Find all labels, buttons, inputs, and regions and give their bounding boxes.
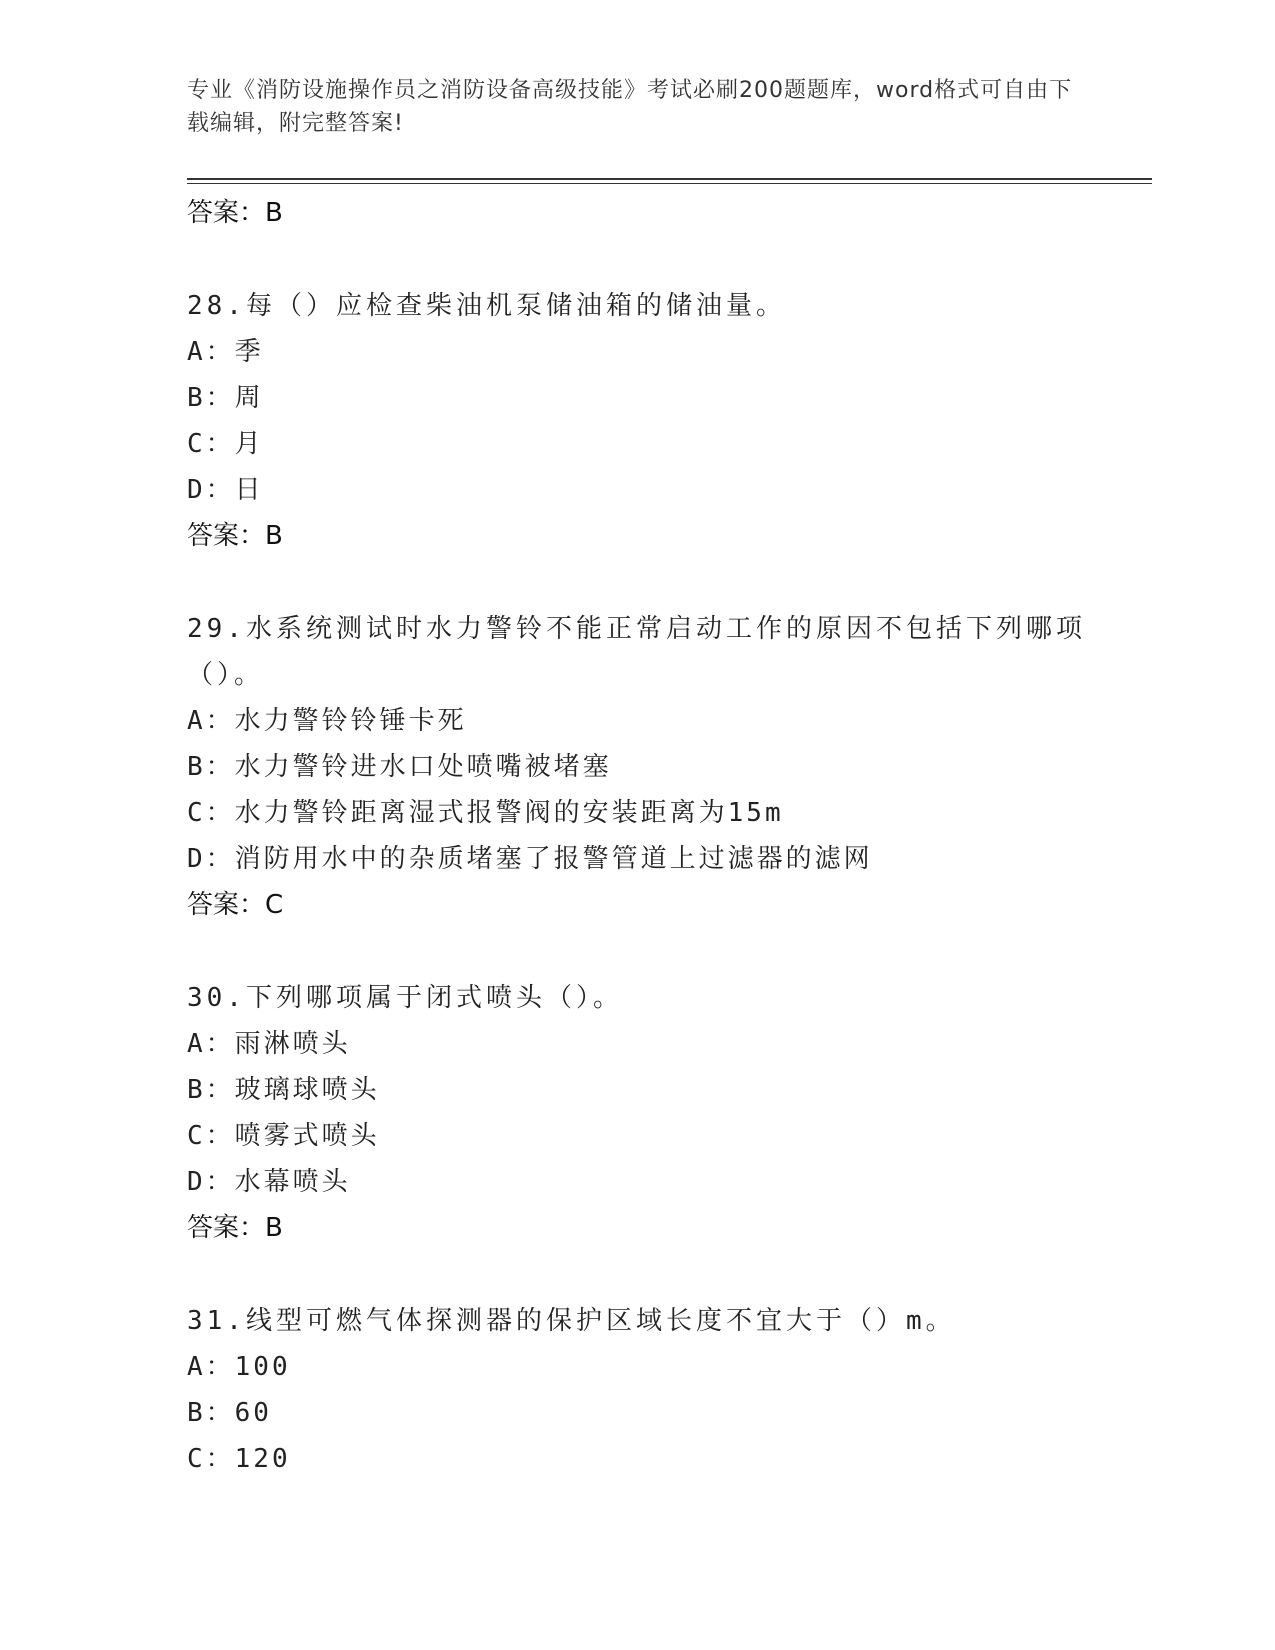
option-a: A：100 <box>187 1352 291 1382</box>
question-text: 30.下列哪项属于闭式喷头（）。 <box>187 983 623 1013</box>
question-text: 31.线型可燃气体探测器的保护区域长度不宜大于（）m。 <box>187 1306 956 1336</box>
header-divider <box>187 178 1152 180</box>
option-a: A：水力警铃铃锤卡死 <box>187 706 467 736</box>
option-b: B：60 <box>187 1398 272 1428</box>
option-c: C：水力警铃距离湿式报警阀的安装距离为15m <box>187 798 784 828</box>
option-b: B：周 <box>187 383 264 413</box>
option-c: C：喷雾式喷头 <box>187 1121 380 1151</box>
answer-line: 答案：B <box>187 1213 283 1243</box>
option-a: A：雨淋喷头 <box>187 1029 351 1059</box>
question-29 <box>187 606 1087 928</box>
question-28 <box>187 283 1087 559</box>
option-c: C：月 <box>187 429 264 459</box>
answer-line: 答案：B <box>187 521 283 551</box>
answer-line: 答案：B <box>187 198 283 228</box>
option-c: C：120 <box>187 1444 291 1474</box>
header-divider-thin <box>187 183 1152 184</box>
option-d: D：水幕喷头 <box>187 1167 351 1197</box>
option-b: B：水力警铃进水口处喷嘴被堵塞 <box>187 752 612 782</box>
option-b: B：玻璃球喷头 <box>187 1075 380 1105</box>
question-list <box>187 190 1087 1482</box>
answer-line: 答案：C <box>187 890 284 920</box>
option-d: D：消防用水中的杂质堵塞了报警管道上过滤器的滤网 <box>187 844 873 874</box>
question-text: 28.每（）应检查柴油机泵储油箱的储油量。 <box>187 291 786 321</box>
question-30 <box>187 975 1087 1251</box>
document-header: 专业《消防设施操作员之消防设备高级技能》考试必刷200题题库，word格式可自由下载编辑，附完整答案! <box>187 78 1073 136</box>
option-d: D：日 <box>187 475 264 505</box>
option-a: A：季 <box>187 337 264 367</box>
question-text: 29.水系统测试时水力警铃不能正常启动工作的原因不包括下列哪项（）。 <box>187 614 1086 690</box>
question-31 <box>187 1298 1087 1482</box>
